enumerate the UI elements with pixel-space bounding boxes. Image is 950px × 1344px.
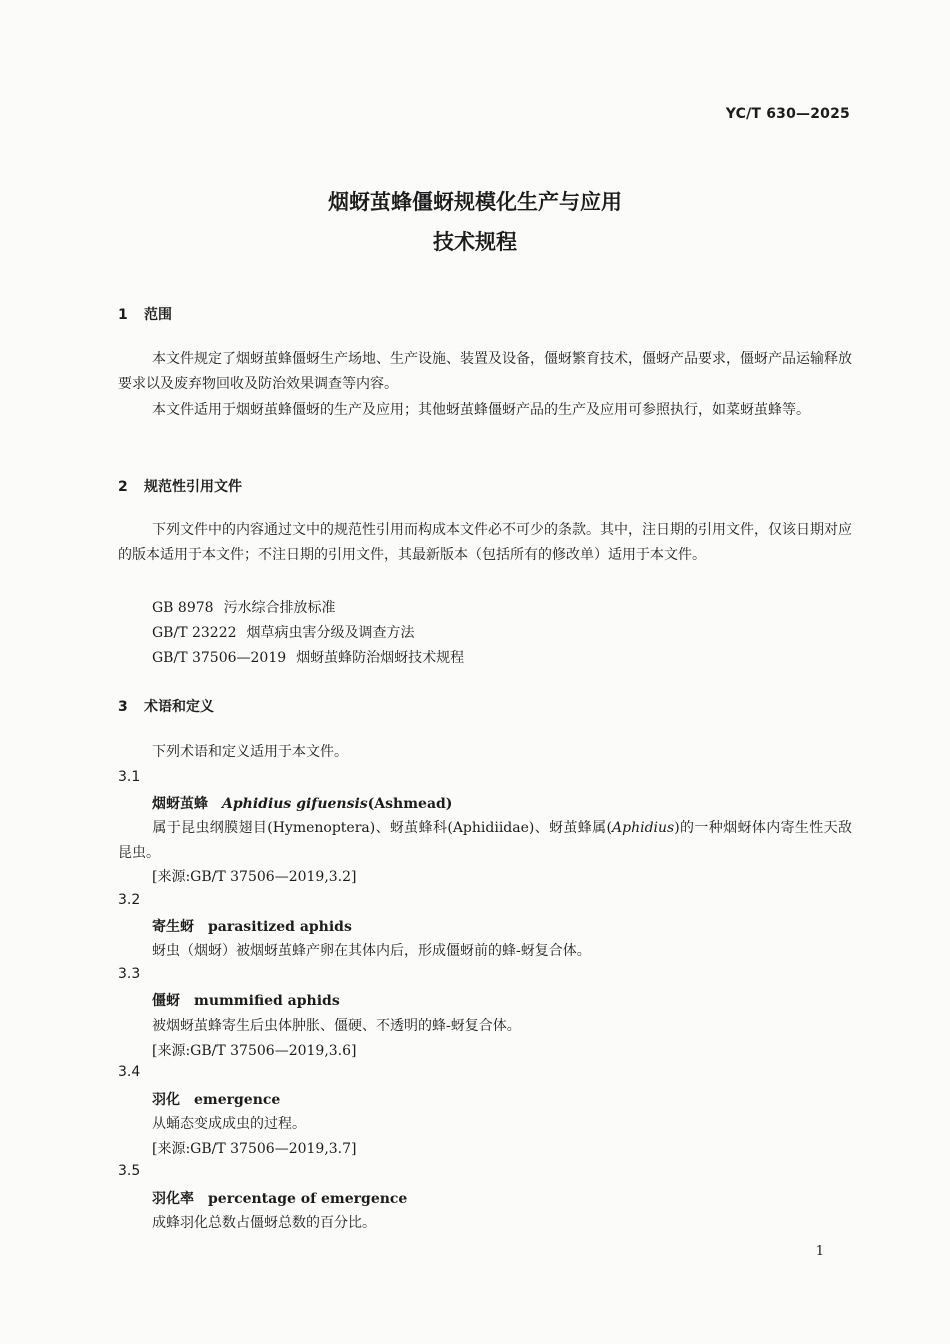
section-number: 3 — [118, 699, 128, 715]
term-english: mummified aphids — [194, 993, 340, 1009]
section-1-paragraph-1 — [118, 347, 852, 397]
term-english-italic: Aphidius gifuensis — [222, 796, 368, 812]
term-source: [来源:GB/T 37506—2019,3.7] — [152, 1141, 357, 1157]
section-1-paragraph-2 — [118, 398, 852, 423]
term-heading — [152, 1188, 407, 1208]
reference-name: 烟草病虫害分级及调查方法 — [246, 625, 415, 641]
paragraph-text: 下列术语和定义适用于本文件。 — [152, 744, 348, 760]
section-title: 规范性引用文件 — [144, 479, 242, 495]
clause-number: 3.2 — [118, 892, 141, 908]
section-1-heading — [118, 304, 172, 324]
term-english: percentage of emergence — [208, 1191, 408, 1207]
definition-text: 属于昆虫纲膜翅目(Hymenoptera)、蚜茧蜂科(Aphidiidae)、蚜茧蜂属( — [152, 820, 612, 836]
term-definition: 成蜂羽化总数占僵蚜总数的百分比。 — [152, 1215, 376, 1231]
reference-item — [152, 647, 464, 667]
term-chinese: 烟蚜茧蜂 — [152, 796, 208, 812]
section-2-paragraph-1 — [118, 518, 852, 568]
term-definition: 从蛹态变成成虫的过程。 — [152, 1116, 306, 1132]
document-title-line-1: 烟蚜茧蜂僵蚜规模化生产与应用 — [328, 190, 622, 214]
section-number: 2 — [118, 479, 128, 495]
paragraph-text: 本文件规定了烟蚜茧蜂僵蚜生产场地、生产设施、装置及设备，僵蚜繁育技术，僵蚜产品要求，僵蚜产品运输释放要求以及废弃物回收及防治效果调查等内容。 — [118, 351, 852, 392]
term-english: emergence — [194, 1092, 281, 1108]
reference-code: GB 8978 — [152, 600, 214, 616]
section-number: 1 — [118, 307, 128, 323]
term-chinese: 羽化率 — [152, 1191, 194, 1207]
definition-text: )的一种烟蚜体内寄生性天敌昆虫。 — [118, 820, 853, 861]
section-3-intro — [118, 740, 852, 765]
term-source: [来源:GB/T 37506—2019,3.6] — [152, 1043, 357, 1059]
term-english: (Ashmead) — [367, 796, 453, 812]
section-title: 术语和定义 — [144, 699, 214, 715]
term-definition — [118, 816, 852, 866]
document-code: YC/T 630—2025 — [725, 106, 850, 122]
section-2-heading — [118, 476, 242, 496]
term-heading — [152, 990, 340, 1010]
paragraph-text: 本文件适用于烟蚜茧蜂僵蚜的生产及应用；其他蚜茧蜂僵蚜产品的生产及应用可参照执行，如菜蚜茧蜂等。 — [152, 402, 810, 418]
reference-code: GB/T 23222 — [152, 625, 237, 641]
clause-number: 3.1 — [118, 769, 141, 785]
definition-genus: Aphidius — [612, 820, 675, 836]
term-heading — [152, 793, 452, 813]
section-3-heading — [118, 696, 214, 716]
page-number: 1 — [815, 1244, 824, 1259]
clause-number: 3.3 — [118, 966, 141, 982]
reference-code: GB/T 37506—2019 — [152, 650, 287, 666]
term-heading — [152, 1089, 280, 1109]
section-title: 范围 — [144, 307, 172, 323]
term-definition: 被烟蚜茧蜂寄生后虫体肿胀、僵硬、不透明的蜂-蚜复合体。 — [152, 1018, 521, 1034]
term-english: parasitized aphids — [208, 919, 352, 935]
term-chinese: 羽化 — [152, 1092, 180, 1108]
term-chinese: 僵蚜 — [152, 993, 180, 1009]
term-definition: 蚜虫（烟蚜）被烟蚜茧蜂产卵在其体内后，形成僵蚜前的蜂-蚜复合体。 — [152, 943, 591, 959]
reference-name: 污水综合排放标准 — [223, 600, 336, 616]
clause-number: 3.4 — [118, 1064, 141, 1080]
term-heading — [152, 916, 352, 936]
term-chinese: 寄生蚜 — [152, 919, 194, 935]
reference-item — [152, 622, 415, 642]
document-title-line-2: 技术规程 — [433, 230, 517, 254]
reference-item — [152, 597, 336, 617]
paragraph-text: 下列文件中的内容通过文中的规范性引用而构成本文件必不可少的条款。其中，注日期的引用文件，仅该日期对应的版本适用于本文件；不注日期的引用文件，其最新版本（包括所有的修改单）适用于本文件。 — [118, 522, 852, 563]
clause-number: 3.5 — [118, 1163, 141, 1179]
reference-name: 烟蚜茧蜂防治烟蚜技术规程 — [296, 650, 465, 666]
term-source: [来源:GB/T 37506—2019,3.2] — [152, 869, 357, 885]
